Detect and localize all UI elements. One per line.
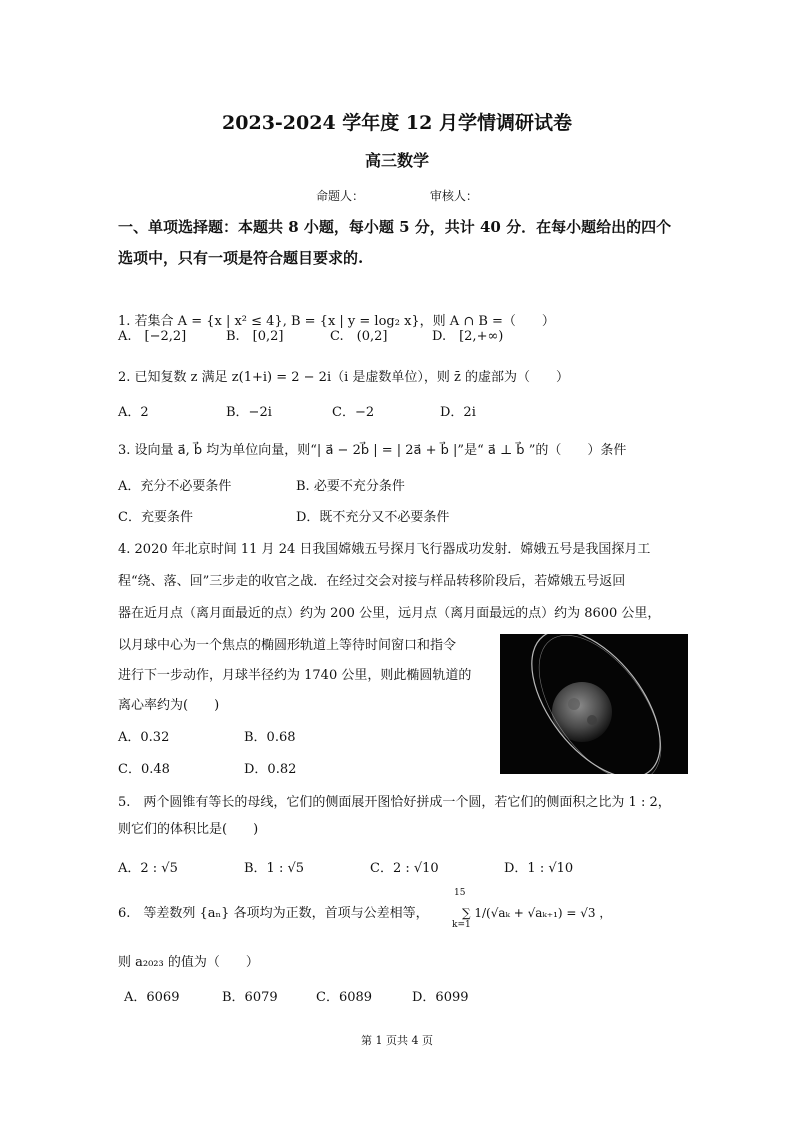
q3-option-c: C．充要条件 bbox=[118, 510, 193, 525]
q3-option-b: B. 必要不充分条件 bbox=[296, 479, 405, 494]
q1-option-a: A. [−2,2] bbox=[118, 329, 187, 344]
question-6-stem-2: 则 a₂₀₂₃ 的值为（ ） bbox=[118, 955, 259, 970]
exam-subtitle: 高三数学 bbox=[364, 151, 429, 170]
exam-title: 2023-2024 学年度 12 月学情调研试卷 bbox=[222, 112, 572, 134]
question-4-line-3: 器在近月点（离月面最近的点）约为 200 公里，远月点（离月面最远的点）约为 8600 公里， bbox=[118, 606, 661, 621]
q2-option-a: A．2 bbox=[118, 405, 149, 420]
question-4-line-4: 以月球中心为一个焦点的椭圆形轨道上等待时间窗口和指令 bbox=[118, 638, 457, 653]
section-heading: 一、单项选择题：本题共 8 小题，每小题 5 分，共计 40 分．在每小题给出的四个选项中，只有一项是符合题目要求的. bbox=[118, 218, 672, 267]
question-1-stem: 1. 若集合 A = {x | x² ≤ 4}, B = {x | y = log₂ x}，则 A ∩ B =（ ） bbox=[118, 314, 555, 329]
question-6-stem: 6. 等差数列 {aₙ} 各项均为正数，首项与公差相等， bbox=[118, 906, 429, 921]
q5-option-b: B．1 : √5 bbox=[244, 861, 305, 876]
q4-option-a: A．0.32 bbox=[118, 730, 170, 745]
q2-option-d: D．2i bbox=[440, 405, 476, 420]
q6-option-c: C．6089 bbox=[316, 990, 373, 1005]
question-3-stem: 3. 设向量 a⃗, b⃗ 均为单位向量，则“| a⃗ − 2b⃗ | = | 2a⃗ + b⃗ |”是“ a⃗ ⊥ b⃗ ”的（ ）条件 bbox=[118, 443, 627, 458]
q2-option-b: B．−2i bbox=[226, 405, 272, 420]
q1-option-d: D. [2,+∞) bbox=[432, 329, 504, 344]
q2-option-c: C．−2 bbox=[332, 405, 375, 420]
question-4-line-1: 4. 2020 年北京时间 11 月 24 日我国嫦娥五号探月飞行器成功发射．嫦娥五号是我国探月工 bbox=[118, 542, 651, 557]
sum-lower-limit: k=1 bbox=[452, 920, 471, 930]
q4-option-b: B．0.68 bbox=[244, 730, 296, 745]
question-4-line-6: 离心率约为( ) bbox=[118, 698, 220, 713]
page-footer: 第 1 页共 4 页 bbox=[361, 1034, 433, 1047]
q6-option-d: D．6099 bbox=[412, 990, 469, 1005]
exam-meta bbox=[316, 187, 540, 204]
q1-option-b: B. [0,2] bbox=[226, 329, 284, 344]
q4-option-c: C．0.48 bbox=[118, 762, 170, 777]
question-5-line-2: 则它们的体积比是( ) bbox=[118, 822, 259, 837]
sum-upper-limit: 15 bbox=[454, 888, 466, 898]
q4-option-d: D．0.82 bbox=[244, 762, 297, 777]
moon-orbit-image bbox=[500, 634, 688, 774]
q5-option-a: A．2 : √5 bbox=[118, 861, 178, 876]
question-4-line-5: 进行下一步动作，月球半径约为 1740 公里，则此椭圆轨道的 bbox=[118, 668, 472, 683]
q5-option-d: D．1 : √10 bbox=[504, 861, 574, 876]
reviewer-label: 审核人： bbox=[429, 189, 478, 203]
sum-formula: ∑ 1/(√aₖ + √aₖ₊₁) = √3 ， bbox=[462, 906, 612, 920]
q5-option-c: C．2 : √10 bbox=[370, 861, 439, 876]
q6-option-b: B．6079 bbox=[222, 990, 278, 1005]
question-4-line-2: 程“绕、落、回”三步走的收官之战．在经过交会对接与样品转移阶段后，若嫦娥五号返回 bbox=[118, 574, 626, 589]
q1-option-c: C. (0,2] bbox=[330, 329, 388, 344]
author-label: 命题人： bbox=[316, 189, 365, 203]
q3-option-a: A．充分不必要条件 bbox=[118, 479, 232, 494]
question-2-stem: 2. 已知复数 z 满足 z(1+i) = 2 − 2i（i 是虚数单位），则 z̄ 的虚部为（ ） bbox=[118, 370, 570, 385]
q6-option-a: A．6069 bbox=[124, 990, 180, 1005]
question-5-line-1: 5. 两个圆锥有等长的母线，它们的侧面展开图恰好拼成一个圆，若它们的侧面积之比为 1 : 2， bbox=[118, 795, 671, 810]
q3-option-d: D．既不充分又不必要条件 bbox=[296, 510, 450, 525]
